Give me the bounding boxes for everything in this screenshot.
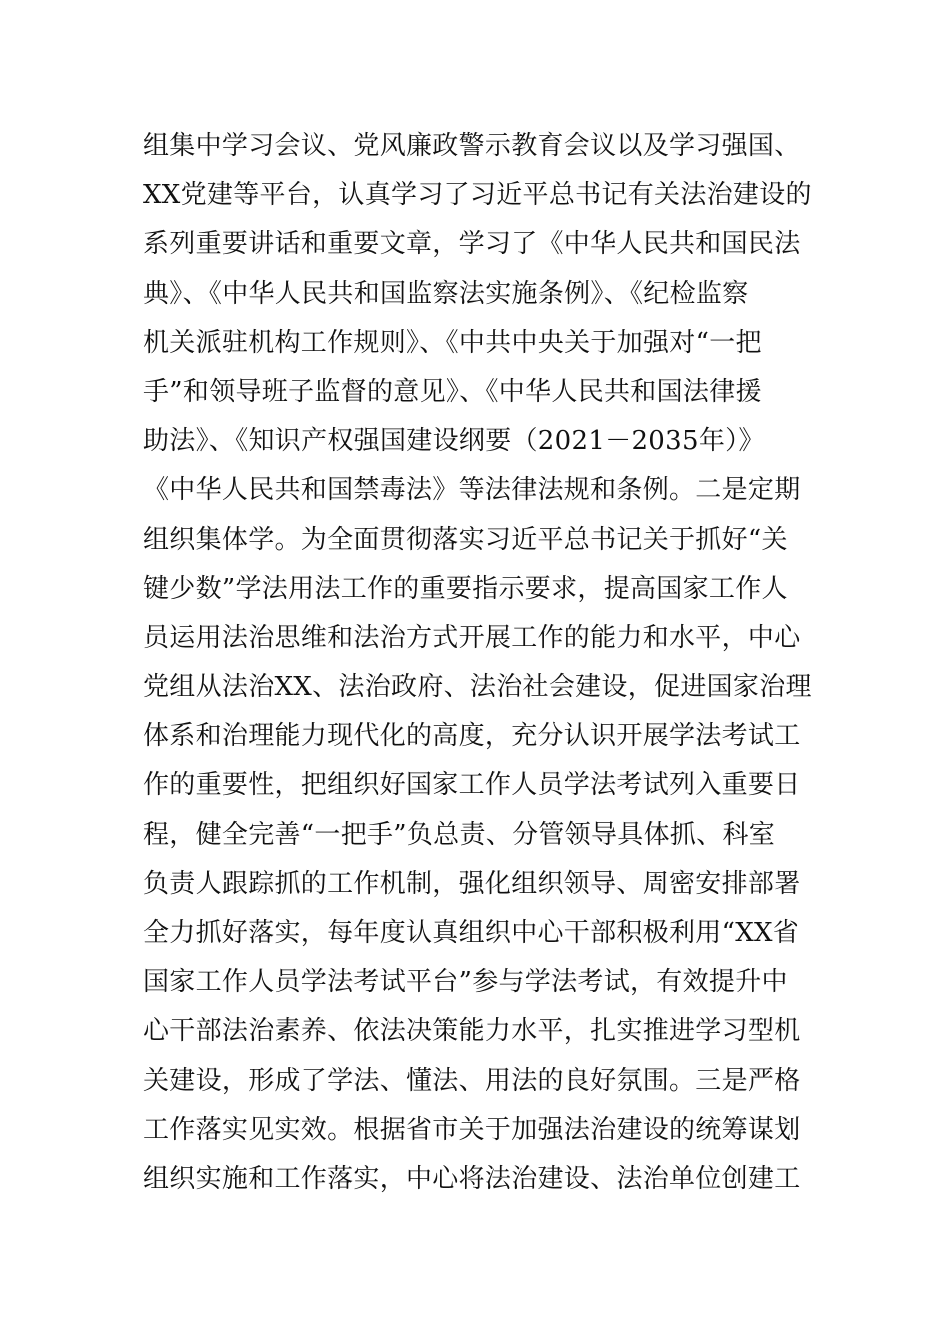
text-line-3: 系列重要讲话和重要文章，学习了《中华人民共和国民法 bbox=[143, 229, 801, 260]
text-line-11: 员运用法治思维和法治方式开展工作的能力和水平，中心 bbox=[143, 622, 801, 653]
text-line-1: 组集中学习会议、党风廉政警示教育会议以及学习强国、 bbox=[143, 131, 801, 161]
text-line-7: 助法》、《知识产权强国建设纲要（2021－2035年）》 bbox=[143, 426, 765, 457]
text-line-13: 体系和治理能力现代化的高度，充分认识开展学法考试工 bbox=[143, 721, 801, 752]
text-line-15: 程，健全完善“一把手”负总责、分管领导具体抓、科室 bbox=[143, 819, 776, 850]
text-line-4: 典》、《中华人民共和国监察法实施条例》、《纪检监察 bbox=[143, 278, 749, 309]
text-line-17: 全力抓好落实，每年度认真组织中心干部积极利用“XX省 bbox=[143, 918, 800, 948]
text-line-22: 组织实施和工作落实，中心将法治建设、法治单位创建工 bbox=[143, 1163, 801, 1194]
text-line-8: 《中华人民共和国禁毒法》等法律法规和条例。二是定期 bbox=[143, 475, 801, 506]
text-line-16: 负责人跟踪抓的工作机制，强化组织领导、周密安排部署 bbox=[143, 868, 801, 899]
text-line-5: 机关派驻机构工作规则》、《中共中央关于加强对“一把 bbox=[143, 327, 762, 358]
text-line-12: 党组从法治XX、法治政府、法治社会建设，促进国家治理 bbox=[143, 672, 812, 703]
text-line-21: 工作落实见实效。根据省市关于加强法治建设的统筹谋划 bbox=[143, 1114, 801, 1145]
text-line-18: 国家工作人员学法考试平台”参与学法考试，有效提升中 bbox=[143, 967, 788, 998]
text-line-10: 键少数”学法用法工作的重要指示要求，提高国家工作人 bbox=[143, 573, 788, 604]
text-line-2: XX党建等平台，认真学习了习近平总书记有关法治建设的 bbox=[143, 180, 812, 211]
text-line-20: 关建设，形成了学法、懂法、用法的良好氛围。三是严格 bbox=[143, 1065, 801, 1096]
text-line-19: 心干部法治素养、依法决策能力水平，扎实推进学习型机 bbox=[143, 1016, 801, 1047]
body-text bbox=[143, 122, 811, 1204]
text-line-9: 组织集体学。为全面贯彻落实习近平总书记关于抓好“关 bbox=[143, 524, 788, 555]
text-line-6: 手”和领导班子监督的意见》、《中华人民共和国法律援 bbox=[143, 376, 762, 407]
text-line-14: 作的重要性，把组织好国家工作人员学法考试列入重要日 bbox=[143, 770, 801, 801]
